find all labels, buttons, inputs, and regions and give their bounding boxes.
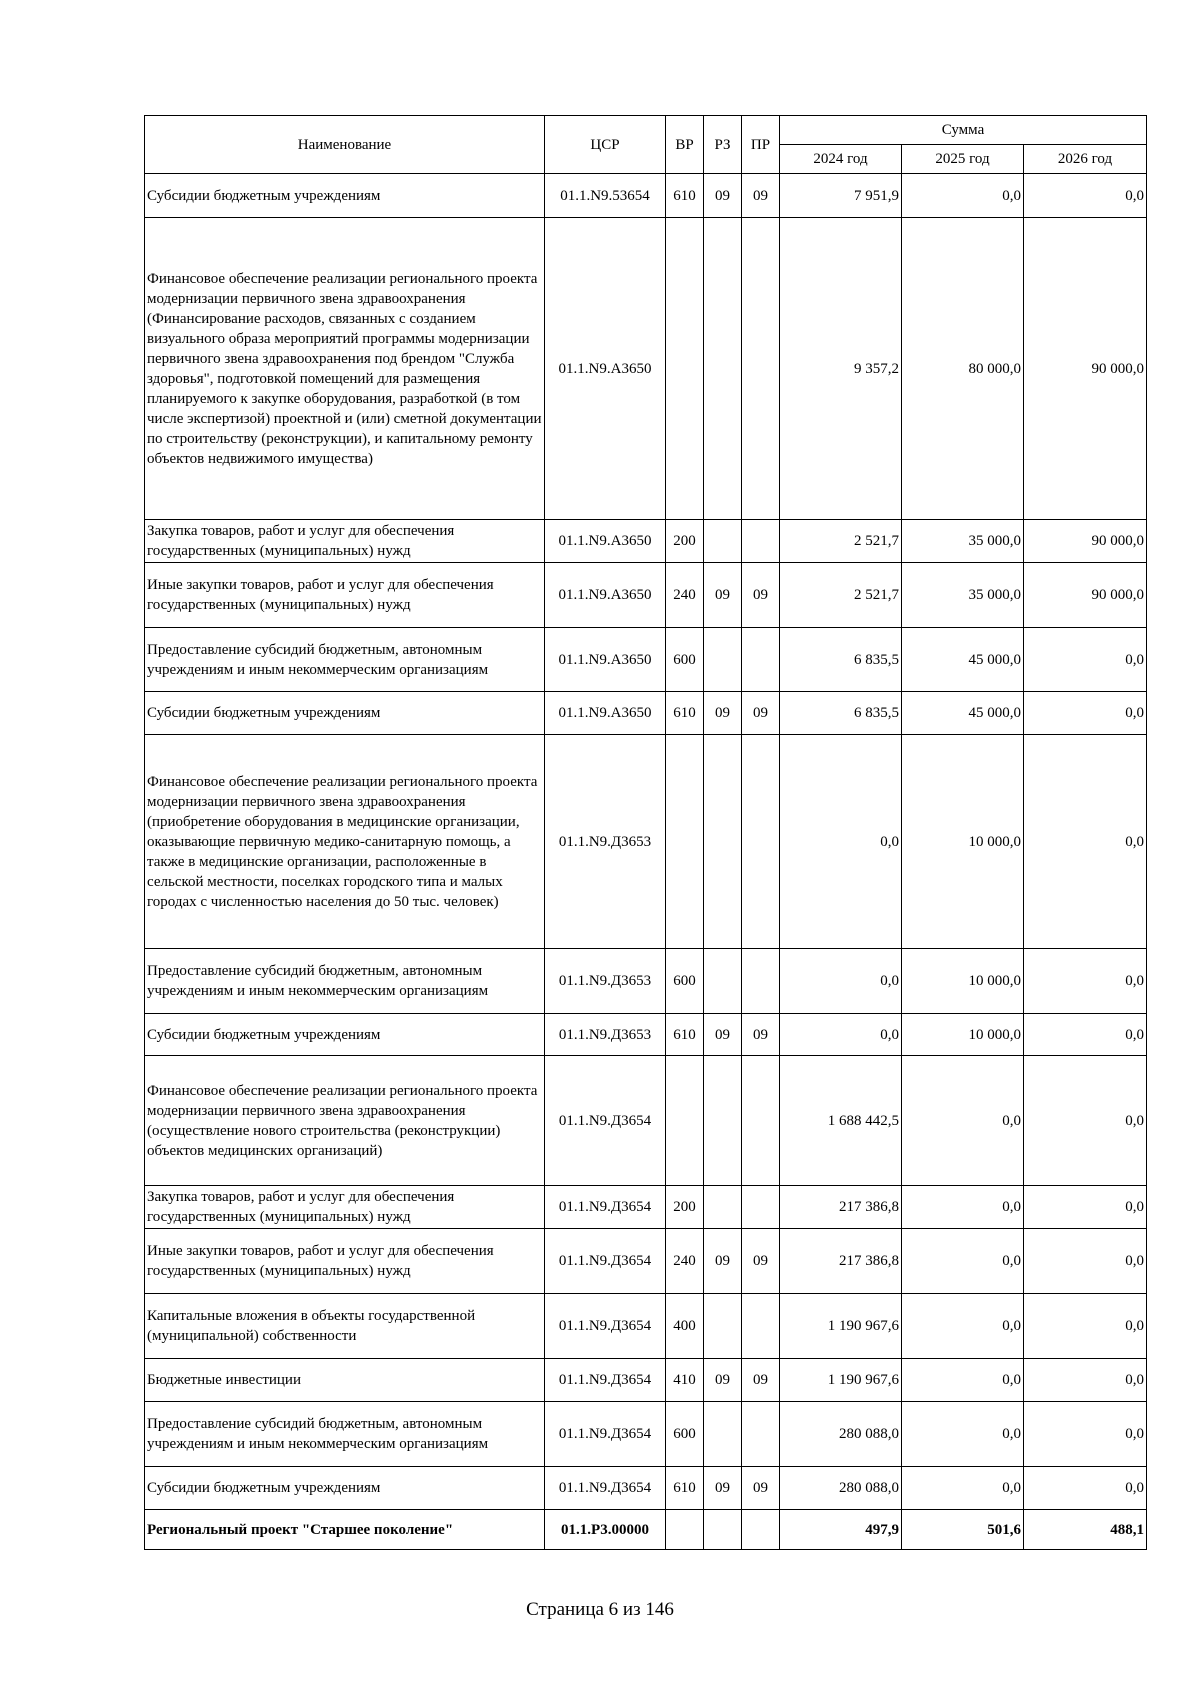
cell-pr: 09: [742, 563, 780, 628]
cell-vr: 610: [666, 1014, 704, 1056]
cell-2025: 0,0: [902, 1186, 1024, 1229]
cell-pr: 09: [742, 1359, 780, 1402]
cell-2024: 1 688 442,5: [780, 1056, 902, 1186]
cell-vr: [666, 735, 704, 949]
cell-name: Субсидии бюджетным учреждениям: [145, 1467, 545, 1510]
cell-csr: 01.1.N9.А3650: [545, 628, 666, 692]
cell-2025: 501,6: [902, 1510, 1024, 1550]
cell-2024: 7 951,9: [780, 174, 902, 218]
cell-name: Закупка товаров, работ и услуг для обеспечения государственных (муниципальных) нужд: [145, 1186, 545, 1229]
cell-pr: 09: [742, 174, 780, 218]
cell-2025: 0,0: [902, 1402, 1024, 1467]
cell-rz: [704, 1056, 742, 1186]
cell-2026: 0,0: [1024, 1359, 1147, 1402]
cell-rz: 09: [704, 174, 742, 218]
cell-vr: 240: [666, 563, 704, 628]
cell-pr: 09: [742, 1229, 780, 1294]
table-row: [145, 735, 1147, 949]
cell-name: Финансовое обеспечение реализации регионального проекта модернизации первичного звена здравоохранения (осуществление нового строительства (реконструкции) объектов медицинских организаций): [145, 1056, 545, 1186]
cell-2025: 10 000,0: [902, 949, 1024, 1014]
header-name: Наименование: [145, 116, 545, 174]
header-csr: ЦСР: [545, 116, 666, 174]
cell-2024: 217 386,8: [780, 1229, 902, 1294]
cell-2026: 0,0: [1024, 628, 1147, 692]
cell-2024: 1 190 967,6: [780, 1294, 902, 1359]
cell-vr: 410: [666, 1359, 704, 1402]
cell-vr: [666, 1056, 704, 1186]
cell-rz: [704, 735, 742, 949]
cell-2026: 0,0: [1024, 1402, 1147, 1467]
cell-name: Бюджетные инвестиции: [145, 1359, 545, 1402]
cell-name: Финансовое обеспечение реализации регионального проекта модернизации первичного звена здравоохранения (приобретение оборудования в медицинские организации, оказывающие первичную медико-санитарную помощь, а также в медицинские организации, расположенные в сельской местности, поселках городского типа и малых городах с численностью населения до 50 тыс. человек): [145, 735, 545, 949]
cell-2024: 0,0: [780, 949, 902, 1014]
cell-name: Предоставление субсидий бюджетным, автономным учреждениям и иным некоммерческим организациям: [145, 949, 545, 1014]
cell-pr: [742, 628, 780, 692]
cell-csr: 01.1.N9.Д3654: [545, 1186, 666, 1229]
cell-2026: 0,0: [1024, 1014, 1147, 1056]
cell-2026: 0,0: [1024, 735, 1147, 949]
table-row: [145, 628, 1147, 692]
cell-2024: 9 357,2: [780, 218, 902, 520]
cell-vr: 400: [666, 1294, 704, 1359]
cell-2024: 6 835,5: [780, 692, 902, 735]
page-number: Страница 6 из 146: [526, 1599, 674, 1620]
cell-name: Субсидии бюджетным учреждениям: [145, 1014, 545, 1056]
header-sum: Сумма: [780, 116, 1147, 145]
cell-2026: 0,0: [1024, 174, 1147, 218]
cell-pr: 09: [742, 1467, 780, 1510]
cell-name: Субсидии бюджетным учреждениям: [145, 174, 545, 218]
table-row: [145, 1229, 1147, 1294]
header-pr: ПР: [742, 116, 780, 174]
header-year-2024: 2024 год: [780, 145, 902, 174]
cell-2025: 0,0: [902, 1359, 1024, 1402]
table-row: [145, 174, 1147, 218]
cell-2026: 488,1: [1024, 1510, 1147, 1550]
cell-vr: 610: [666, 692, 704, 735]
cell-2026: 0,0: [1024, 1294, 1147, 1359]
cell-pr: [742, 218, 780, 520]
cell-vr: 240: [666, 1229, 704, 1294]
cell-rz: 09: [704, 563, 742, 628]
cell-pr: [742, 520, 780, 563]
cell-2025: 0,0: [902, 1056, 1024, 1186]
cell-2025: 0,0: [902, 174, 1024, 218]
cell-csr: 01.1.N9.Д3653: [545, 949, 666, 1014]
cell-2025: 0,0: [902, 1229, 1024, 1294]
cell-rz: 09: [704, 1359, 742, 1402]
cell-csr: 01.1.N9.А3650: [545, 692, 666, 735]
cell-2025: 80 000,0: [902, 218, 1024, 520]
cell-name: Региональный проект "Старшее поколение": [145, 1510, 545, 1550]
cell-pr: 09: [742, 692, 780, 735]
header-year-2025: 2025 год: [902, 145, 1024, 174]
table-row: [145, 1056, 1147, 1186]
header-year-2026: 2026 год: [1024, 145, 1147, 174]
cell-2026: 0,0: [1024, 1467, 1147, 1510]
cell-rz: [704, 628, 742, 692]
table-body: [145, 174, 1147, 1550]
cell-2024: 0,0: [780, 735, 902, 949]
table-row: [145, 1402, 1147, 1467]
cell-rz: 09: [704, 1014, 742, 1056]
cell-vr: 610: [666, 1467, 704, 1510]
cell-name: Предоставление субсидий бюджетным, автономным учреждениям и иным некоммерческим организациям: [145, 628, 545, 692]
cell-2025: 35 000,0: [902, 520, 1024, 563]
cell-2025: 0,0: [902, 1467, 1024, 1510]
header-vr: ВР: [666, 116, 704, 174]
cell-2024: 280 088,0: [780, 1467, 902, 1510]
cell-csr: 01.1.N9.Д3653: [545, 1014, 666, 1056]
cell-2026: 0,0: [1024, 949, 1147, 1014]
cell-pr: [742, 735, 780, 949]
cell-csr: 01.1.N9.Д3654: [545, 1294, 666, 1359]
cell-name: Субсидии бюджетным учреждениям: [145, 692, 545, 735]
cell-vr: 600: [666, 628, 704, 692]
cell-rz: 09: [704, 692, 742, 735]
table-row: [145, 1510, 1147, 1550]
cell-2024: 497,9: [780, 1510, 902, 1550]
cell-pr: [742, 1294, 780, 1359]
cell-pr: [742, 949, 780, 1014]
cell-vr: 600: [666, 1402, 704, 1467]
table-row: [145, 1014, 1147, 1056]
table-row: [145, 692, 1147, 735]
cell-pr: 09: [742, 1014, 780, 1056]
cell-rz: [704, 520, 742, 563]
header-rz: РЗ: [704, 116, 742, 174]
budget-table: [144, 115, 1147, 1550]
table-row: [145, 1467, 1147, 1510]
table-row: [145, 1294, 1147, 1359]
cell-csr: 01.1.N9.Д3654: [545, 1056, 666, 1186]
cell-pr: [742, 1186, 780, 1229]
cell-csr: 01.1.N9.А3650: [545, 218, 666, 520]
cell-rz: [704, 1510, 742, 1550]
cell-csr: 01.1.N9.53654: [545, 174, 666, 218]
cell-rz: [704, 1186, 742, 1229]
cell-pr: [742, 1510, 780, 1550]
cell-vr: 600: [666, 949, 704, 1014]
cell-2026: 90 000,0: [1024, 520, 1147, 563]
cell-csr: 01.1.Р3.00000: [545, 1510, 666, 1550]
cell-2024: 1 190 967,6: [780, 1359, 902, 1402]
cell-2025: 35 000,0: [902, 563, 1024, 628]
cell-csr: 01.1.N9.Д3654: [545, 1402, 666, 1467]
cell-csr: 01.1.N9.Д3654: [545, 1229, 666, 1294]
table-row: [145, 520, 1147, 563]
table-row: [145, 949, 1147, 1014]
cell-name: Закупка товаров, работ и услуг для обеспечения государственных (муниципальных) нужд: [145, 520, 545, 563]
cell-2024: 280 088,0: [780, 1402, 902, 1467]
cell-2026: 90 000,0: [1024, 218, 1147, 520]
cell-csr: 01.1.N9.Д3653: [545, 735, 666, 949]
cell-pr: [742, 1056, 780, 1186]
cell-name: Финансовое обеспечение реализации регионального проекта модернизации первичного звена здравоохранения (Финансирование расходов, связанных с созданием визуального образа мероприятий программы модернизации первичного звена здравоохранения под брендом "Служба здоровья", подготовкой помещений для размещения планируемого к закупке оборудования, разработкой (в том числе экспертизой) проектной и (или) сметной документации по строительству (реконструкции), и капитальному ремонту объектов недвижимого имущества): [145, 218, 545, 520]
cell-csr: 01.1.N9.А3650: [545, 520, 666, 563]
cell-name: Иные закупки товаров, работ и услуг для обеспечения государственных (муниципальных) нужд: [145, 1229, 545, 1294]
cell-2026: 0,0: [1024, 1229, 1147, 1294]
cell-csr: 01.1.N9.Д3654: [545, 1467, 666, 1510]
table-row: [145, 1359, 1147, 1402]
cell-vr: 200: [666, 520, 704, 563]
table-row: [145, 218, 1147, 520]
cell-csr: 01.1.N9.Д3654: [545, 1359, 666, 1402]
cell-2024: 2 521,7: [780, 520, 902, 563]
cell-2024: 0,0: [780, 1014, 902, 1056]
cell-2024: 6 835,5: [780, 628, 902, 692]
cell-2026: 0,0: [1024, 692, 1147, 735]
cell-2025: 10 000,0: [902, 1014, 1024, 1056]
cell-2026: 0,0: [1024, 1186, 1147, 1229]
cell-name: Предоставление субсидий бюджетным, автономным учреждениям и иным некоммерческим организациям: [145, 1402, 545, 1467]
cell-vr: 200: [666, 1186, 704, 1229]
cell-rz: [704, 218, 742, 520]
cell-2024: 2 521,7: [780, 563, 902, 628]
cell-2025: 45 000,0: [902, 692, 1024, 735]
cell-2025: 10 000,0: [902, 735, 1024, 949]
cell-csr: 01.1.N9.А3650: [545, 563, 666, 628]
cell-rz: 09: [704, 1229, 742, 1294]
cell-2025: 0,0: [902, 1294, 1024, 1359]
table-row: [145, 1186, 1147, 1229]
cell-pr: [742, 1402, 780, 1467]
cell-vr: 610: [666, 174, 704, 218]
cell-2026: 0,0: [1024, 1056, 1147, 1186]
cell-rz: [704, 1402, 742, 1467]
cell-vr: [666, 1510, 704, 1550]
cell-name: Капитальные вложения в объекты государственной (муниципальной) собственности: [145, 1294, 545, 1359]
cell-rz: 09: [704, 1467, 742, 1510]
cell-rz: [704, 949, 742, 1014]
table-row: [145, 563, 1147, 628]
cell-2026: 90 000,0: [1024, 563, 1147, 628]
cell-2025: 45 000,0: [902, 628, 1024, 692]
cell-vr: [666, 218, 704, 520]
cell-rz: [704, 1294, 742, 1359]
cell-2024: 217 386,8: [780, 1186, 902, 1229]
cell-name: Иные закупки товаров, работ и услуг для обеспечения государственных (муниципальных) нужд: [145, 563, 545, 628]
